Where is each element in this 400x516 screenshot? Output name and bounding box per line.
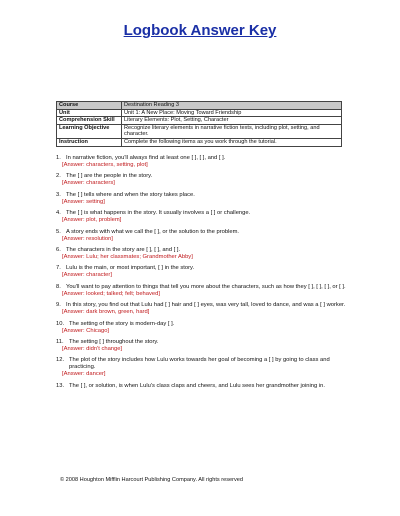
question-text: The plot of the story includes how Lulu works towards her goal of becoming a [ ] by going to class and practicing. xyxy=(69,357,330,371)
answer-text: [Answer: Chicago] xyxy=(62,327,110,334)
info-value: Unit 1: A New Place: Moving Toward Friendship xyxy=(122,109,342,117)
question-number: 13. xyxy=(56,382,65,389)
answer-text: [Answer: character] xyxy=(62,272,112,279)
question-item xyxy=(56,210,356,224)
info-row xyxy=(57,102,342,110)
question-item xyxy=(56,383,356,390)
info-label: Unit xyxy=(57,109,122,117)
question-text: The [ ] are the people in the story. xyxy=(66,173,153,180)
question-number: 12. xyxy=(56,357,65,364)
question-text: In this story, you find out that Lulu had [ ] hair and [ ] eyes, was very tall, loved to dance, and was a [ ] worker. xyxy=(66,302,346,309)
answer-text: [Answer: dark brown, green, hard] xyxy=(62,309,150,316)
info-row xyxy=(57,124,342,138)
question-item xyxy=(56,339,356,353)
answer-text: [Answer: dancer] xyxy=(62,371,106,378)
question-text: Lulu is the main, or most important, [ ] in the story. xyxy=(66,265,195,272)
info-row xyxy=(57,117,342,125)
question-item xyxy=(56,173,356,187)
question-text: The [ ], or solution, is when Lulu's class claps and cheers, and Lulu sees her grandmother joining in. xyxy=(69,382,325,389)
question-item xyxy=(56,247,356,261)
question-item xyxy=(56,265,356,279)
question-number: 8. xyxy=(56,283,61,290)
info-row xyxy=(57,138,342,146)
answer-text: [Answer: characters, setting, plot] xyxy=(62,162,148,168)
answer-text: [Answer: looked; talked; felt; behaved] xyxy=(62,290,160,297)
info-value: Literary Elements: Plot, Setting, Character xyxy=(122,117,342,125)
info-row xyxy=(57,109,342,117)
answer-text: [Answer: Lulu; her classmates; Grandmother Abby] xyxy=(62,253,193,260)
question-text: The [ ] tells where and when the story takes place. xyxy=(66,191,195,198)
info-value: Recognize literary elements in narrative fiction texts, including plot, setting, and character. xyxy=(122,124,342,138)
course-info-table xyxy=(56,101,342,147)
answer-text: [Answer: didn't change] xyxy=(62,345,123,352)
question-item xyxy=(56,284,356,298)
answer-text: [Answer: characters] xyxy=(62,180,115,187)
question-number: 4. xyxy=(56,210,61,217)
question-number: 3. xyxy=(56,191,61,198)
question-number: 5. xyxy=(56,228,61,235)
info-label: Instruction xyxy=(57,138,122,146)
info-label: Comprehension Skill xyxy=(57,117,122,125)
question-text: The setting [ ] throughout the story. xyxy=(69,338,159,345)
info-label: Learning Objective xyxy=(57,124,122,138)
info-value: Destination Reading 3 xyxy=(122,102,342,110)
question-text: A story ends with what we call the [ ], or the solution to the problem. xyxy=(66,228,240,235)
question-text: The setting of the story is modern-day [ ]. xyxy=(69,320,175,327)
question-number: 9. xyxy=(56,302,61,309)
question-number: 11. xyxy=(56,338,64,345)
question-item xyxy=(56,229,356,243)
question-number: 7. xyxy=(56,265,61,272)
answer-text: [Answer: resolution] xyxy=(62,235,113,242)
question-item xyxy=(56,155,356,169)
page-title: Logbook Answer Key xyxy=(123,22,277,39)
question-item xyxy=(56,192,356,206)
question-item xyxy=(56,302,356,316)
question-item xyxy=(56,321,356,335)
question-list xyxy=(56,155,356,394)
question-text: The characters in the story are [ ], [ ], and [ ]. xyxy=(66,246,181,253)
question-number: 2. xyxy=(56,173,61,180)
info-label: Course xyxy=(57,102,122,110)
question-number: 6. xyxy=(56,246,61,253)
copyright-footer: © 2008 Houghton Mifflin Harcourt Publishing Company. All rights reserved xyxy=(60,477,244,483)
answer-text: [Answer: plot, problem] xyxy=(62,217,122,224)
question-item xyxy=(56,357,356,378)
question-text: In narrative fiction, you'll always find at least one [ ], [ ], and [ ]. xyxy=(66,155,226,161)
question-number: 10. xyxy=(56,320,65,327)
question-text: You'll want to pay attention to things that tell you more about the characters, such as how they [ ], [ ], [ ], or [ ]. xyxy=(66,283,346,290)
answer-text: [Answer: setting] xyxy=(62,198,105,205)
question-number: 1. xyxy=(56,155,61,161)
question-text: The [ ] is what happens in the story. It usually involves a [ ] or challenge. xyxy=(66,210,251,217)
info-value: Complete the following items as you work through the tutorial. xyxy=(122,138,342,146)
